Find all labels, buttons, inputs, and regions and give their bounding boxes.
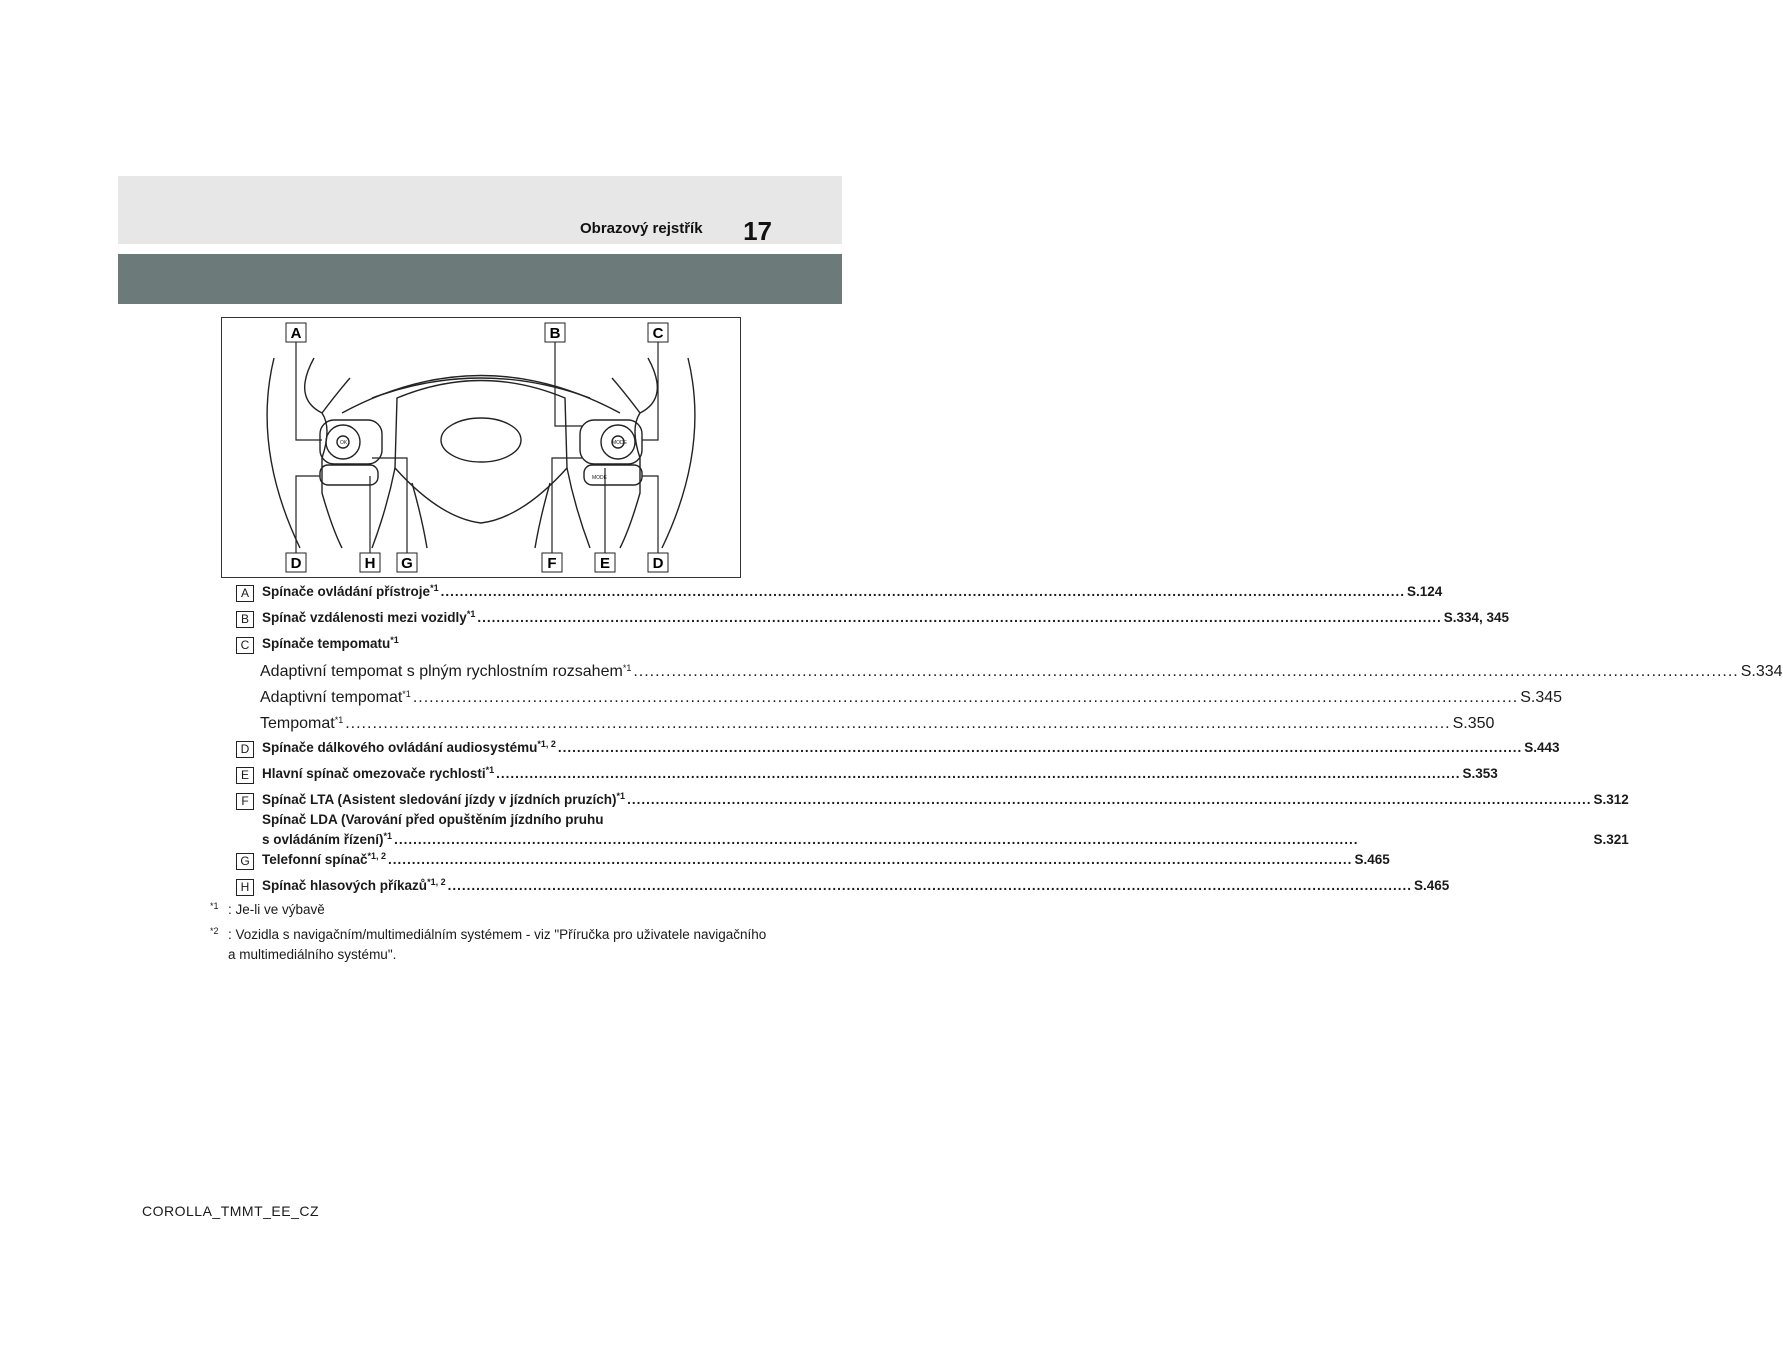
entry-page-ref[interactable]: S.465 (1413, 878, 1450, 893)
callout-label: A (290, 325, 302, 342)
subentry-footnote-ref: *1 (622, 663, 632, 673)
footnotes (210, 900, 770, 970)
entry-label: Hlavní spínač omezovače rychlosti (262, 766, 486, 781)
steering-wheel-figure (221, 317, 741, 578)
subentry-label: Tempomat (260, 715, 335, 732)
entry-label: Spínač vzdálenosti mezi vozidly (262, 610, 467, 625)
index-entry[interactable] (236, 608, 1510, 634)
entry-label-line3: s ovládáním řízení) (262, 832, 384, 847)
callout-label: H (364, 555, 376, 572)
svg-text:MODE: MODE (612, 440, 627, 446)
footnote (210, 925, 770, 965)
section-title: Obrazový rejstřík (580, 220, 703, 237)
index-entries (236, 582, 1783, 902)
subentry-footnote-ref: *1 (402, 689, 411, 699)
entry-label: Spínač LTA (Asistent sledování jízdy v jízdních pruzích) (262, 792, 617, 807)
index-entry (236, 634, 722, 660)
entry-label: Spínače dálkového ovládání audiosystému (262, 740, 538, 755)
entry-label: Spínače ovládání přístroje (262, 584, 431, 599)
callout-label: G (401, 555, 413, 572)
subentry-label: Adaptivní tempomat (260, 689, 403, 706)
section-band (118, 254, 842, 304)
entry-footnote-ref: *1 (383, 831, 393, 841)
left-lower-switch (320, 465, 378, 485)
subentry-page-ref[interactable]: S.345 (1520, 689, 1563, 706)
index-entry[interactable] (236, 850, 1390, 876)
entry-badge: F (236, 793, 254, 810)
entry-badge: D (236, 741, 254, 758)
callout-label: E (599, 555, 611, 572)
index-entry[interactable] (236, 764, 1498, 790)
entry-page-ref[interactable]: S.334, 345 (1443, 610, 1510, 625)
header-band (118, 176, 842, 244)
entry-label: Spínač hlasových příkazů (262, 878, 428, 893)
entry-badge: G (236, 853, 254, 870)
callout-label: D (652, 555, 664, 572)
subentry-footnote-ref: *1 (334, 715, 344, 725)
footnote-text: : Vozidla s navigačním/multimediálním systémem - viz "Příručka pro uživatele navigačního a multimediálního systému". (228, 927, 767, 962)
footnote-mark: *2 (210, 926, 219, 936)
svg-text:MODE: MODE (592, 475, 607, 481)
document-code: COROLLA_TMMT_EE_CZ (142, 1203, 320, 1219)
wheel-hub (395, 381, 567, 524)
index-entry[interactable] (236, 582, 1443, 608)
entry-footnote-ref: *1, 2 (427, 877, 446, 887)
entry-page-ref[interactable]: S.321 (1593, 832, 1629, 847)
index-subentry[interactable] (260, 712, 1495, 738)
page-number: 17 (743, 216, 772, 246)
subentry-page-ref[interactable]: S.350 (1452, 715, 1495, 732)
right-paddle (612, 358, 657, 413)
callout-label: B (549, 325, 561, 342)
entry-footnote-ref: *1, 2 (537, 739, 556, 749)
entry-label: Telefonní spínač (262, 852, 368, 867)
steering-wheel-illustration (222, 318, 740, 577)
index-subentry[interactable] (260, 660, 1783, 686)
entry-footnote-ref: *1, 2 (367, 851, 387, 861)
entry-footnote-ref: *1 (430, 583, 439, 593)
subentry-label: Adaptivní tempomat s plným rychlostním rozsahem (260, 663, 623, 680)
entry-page-ref[interactable]: S.443 (1524, 740, 1560, 755)
right-outer-arc (662, 358, 695, 548)
entry-page-ref[interactable]: S.312 (1593, 792, 1629, 807)
entry-footnote-ref: *1 (616, 791, 626, 801)
callout-label: F (547, 555, 557, 572)
entry-badge: E (236, 767, 254, 784)
entry-badge: H (236, 879, 254, 896)
entry-badge: B (236, 611, 254, 628)
left-spoke (322, 413, 342, 548)
entry-page-ref[interactable]: S.465 (1354, 852, 1390, 867)
entry-label-line2: Spínač LDA (Varování před opuštěním jízdního pruhu (262, 812, 604, 827)
footnote-text: : Je-li ve výbavě (228, 902, 325, 917)
left-paddle (305, 358, 350, 413)
footnote (210, 900, 770, 920)
entry-footnote-ref: *1 (466, 609, 476, 619)
index-subentry[interactable] (260, 686, 1563, 712)
entry-label: Spínače tempomatu (262, 636, 391, 651)
left-outer-arc (267, 358, 300, 548)
subentry-page-ref[interactable]: S.334 (1740, 663, 1783, 680)
entry-badge: A (236, 585, 254, 602)
callout-label: D (290, 555, 302, 572)
index-entry[interactable] (236, 738, 1560, 764)
svg-text:OK: OK (340, 440, 348, 446)
footnote-mark: *1 (210, 901, 219, 911)
entry-footnote-ref: *1 (485, 765, 495, 775)
entry-footnote-ref: *1 (390, 635, 399, 645)
index-entry[interactable] (236, 790, 1629, 850)
right-spoke (620, 413, 640, 548)
callout-label: C (652, 325, 664, 342)
entry-page-ref[interactable]: S.124 (1406, 584, 1443, 599)
index-entry[interactable] (236, 876, 1450, 902)
center-emblem (441, 418, 521, 462)
entry-badge: C (236, 637, 254, 654)
entry-page-ref[interactable]: S.353 (1462, 766, 1498, 781)
